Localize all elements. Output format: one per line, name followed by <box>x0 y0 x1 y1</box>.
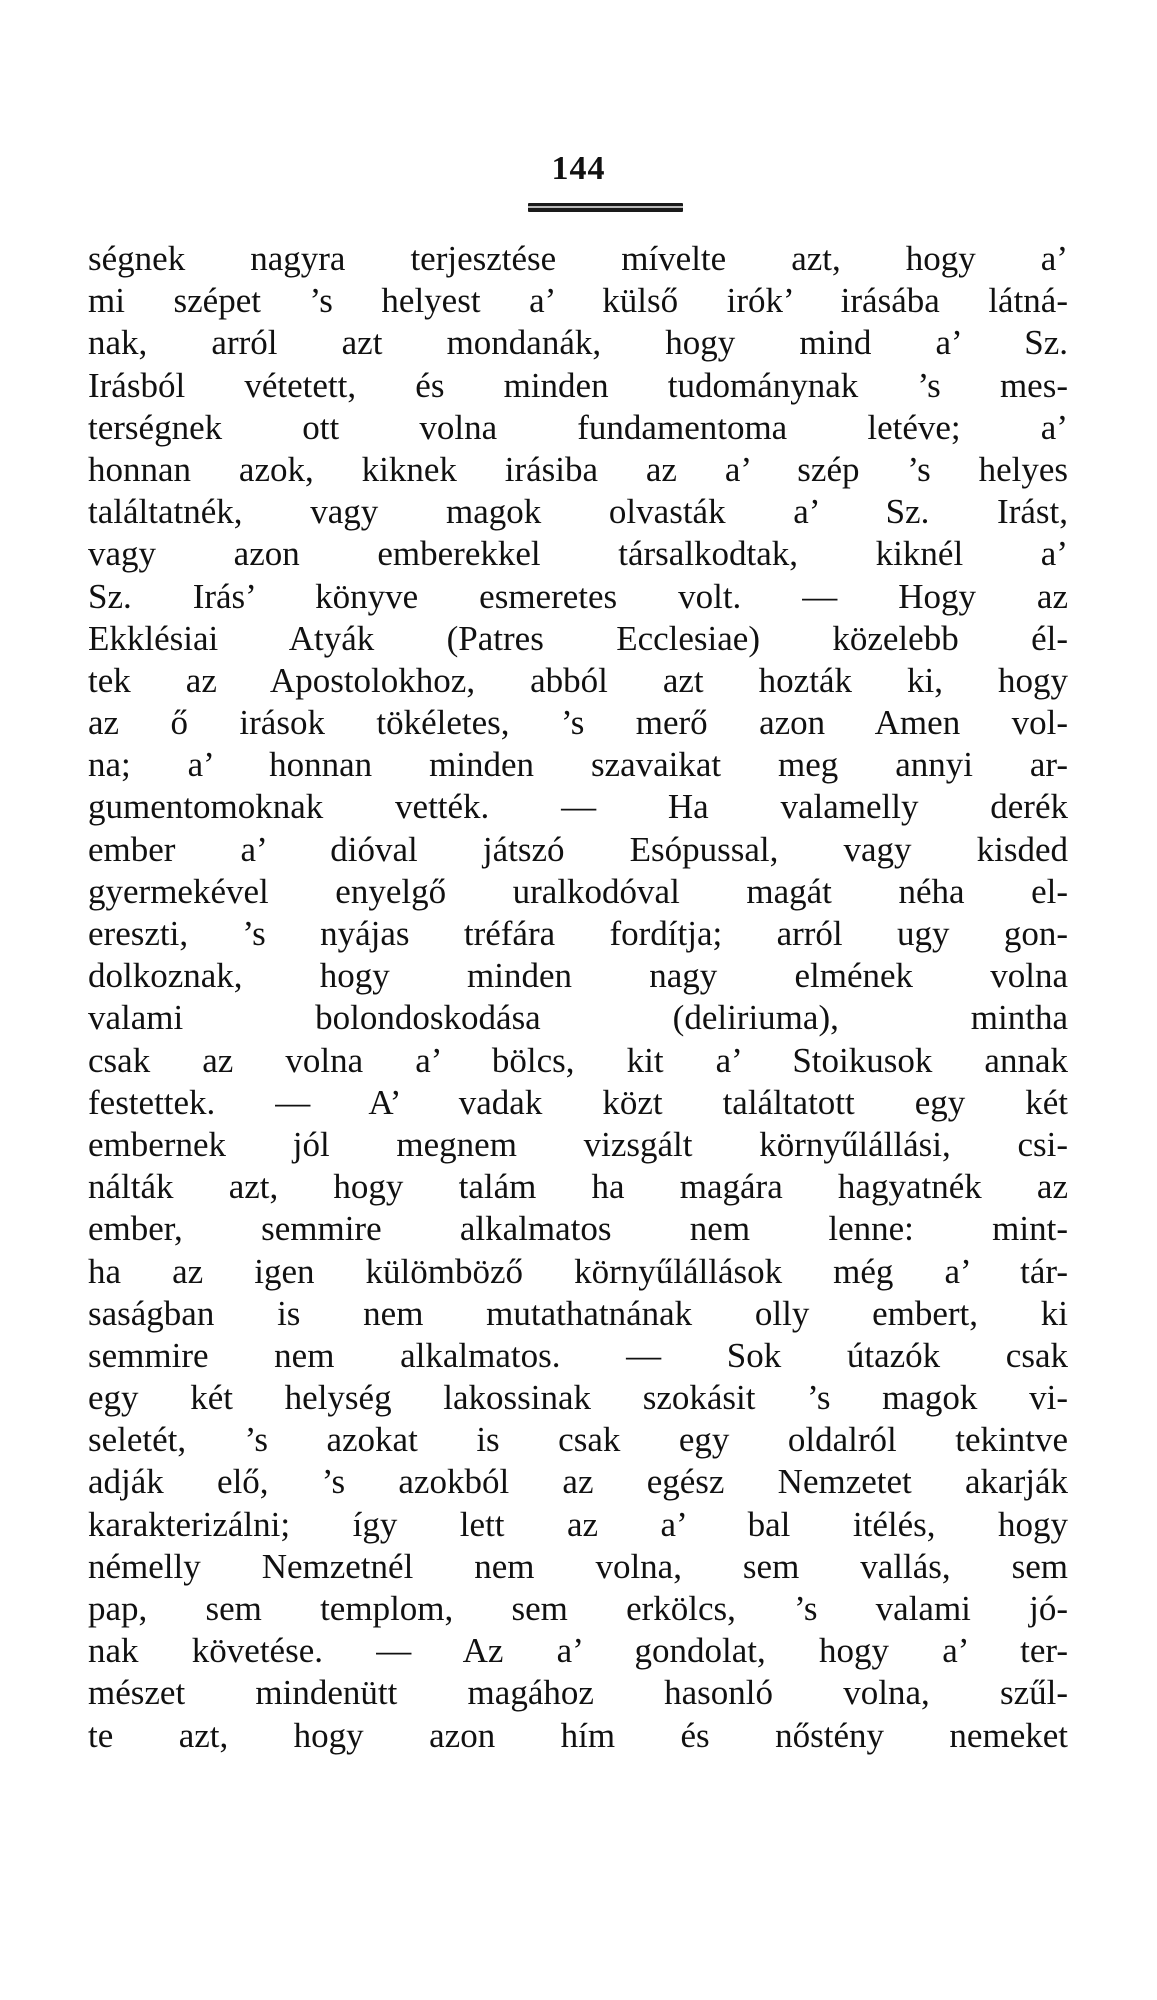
text-line: honnan azok, kiknek irásiba az a’ szép ’s helyes <box>88 449 1068 489</box>
text-line: adják elő, ’s azokból az egész Nemzetet akarják <box>88 1462 1068 1502</box>
text-line: ember a’ dióval játszó Esópussal, vagy kisded <box>88 829 1068 869</box>
text-line: Ekklésiai Atyák (Patres Ecclesiae) közelebb él- <box>88 618 1068 658</box>
body-text <box>88 238 1068 1757</box>
text-line: pap, sem templom, sem erkölcs, ’s valami jó- <box>88 1589 1068 1628</box>
text-line: egy két helység lakossinak szokásit ’s magok vi- <box>88 1378 1068 1418</box>
text-line: terségnek ott volna fundamentoma letéve; a’ <box>88 407 1068 447</box>
text-line: némelly Nemzetnél nem volna, sem vallás, sem <box>88 1546 1068 1586</box>
text-line: mészet mindenütt magához hasonló volna, szűl- <box>88 1673 1068 1713</box>
text-line: semmire nem alkalmatos. — Sok útazók csak <box>88 1335 1068 1375</box>
text-line: na; a’ honnan minden szavaikat meg annyi ar- <box>88 745 1068 785</box>
text-line: valami bolondoskodása (deliriuma), mintha <box>88 998 1068 1038</box>
page-number: 144 <box>551 150 606 187</box>
text-line: karakterizálni; így lett az a’ bal itélés, hogy <box>88 1504 1068 1544</box>
text-line: Irásból vétetett, és minden tudománynak ’s mes- <box>88 365 1068 405</box>
text-line: gumentomoknak vették. — Ha valamelly derék <box>88 787 1068 827</box>
text-line: embernek jól megnem vizsgált környűlállási, csi- <box>88 1124 1068 1164</box>
text-line: dolkoznak, hogy minden nagy elmének volna <box>88 956 1068 996</box>
text-line: mi szépet ’s helyest a’ külső irók’ irásába látná- <box>88 281 1068 321</box>
text-line: te azt, hogy azon hím és nőstény nemeket <box>88 1715 1068 1755</box>
text-line: tek az Apostolokhoz, abból azt hozták ki, hogy <box>88 660 1068 700</box>
text-line: gyermekével enyelgő uralkodóval magát néha el- <box>88 871 1068 911</box>
text-line: seletét, ’s azokat is csak egy oldalról tekintve <box>88 1420 1068 1460</box>
text-line: festettek. — A’ vadak közt találtatott egy két <box>88 1082 1068 1122</box>
text-line: saságban is nem mutathatnának olly embert, ki <box>88 1293 1068 1333</box>
text-line: ereszti, ’s nyájas tréfára fordítja; arról ugy gon- <box>88 914 1068 953</box>
text-line: ember, semmire alkalmatos nem lenne: mint- <box>88 1209 1068 1249</box>
text-line: nak, arról azt mondanák, hogy mind a’ Sz. <box>88 323 1068 363</box>
text-line: csak az volna a’ bölcs, kit a’ Stoikusok annak <box>88 1040 1068 1080</box>
text-line: Sz. Irás’ könyve esmeretes volt. — Hogy az <box>88 576 1068 616</box>
text-line: ségnek nagyra terjesztése mívelte azt, hogy a’ <box>88 239 1068 278</box>
header-rule <box>528 203 683 212</box>
text-line: nak követése. — Az a’ gondolat, hogy a’ ter- <box>88 1631 1068 1671</box>
text-line: nálták azt, hogy talám ha magára hagyatnék az <box>88 1167 1068 1207</box>
text-line: az ő irások tökéletes, ’s merő azon Amen vol- <box>88 703 1068 743</box>
text-line: vagy azon emberekkel társalkodtak, kiknél a’ <box>88 534 1068 574</box>
text-line: találtatnék, vagy magok olvasták a’ Sz. Irást, <box>88 492 1068 532</box>
text-line: ha az igen külömböző környűlállások még a’ tár- <box>88 1251 1068 1291</box>
